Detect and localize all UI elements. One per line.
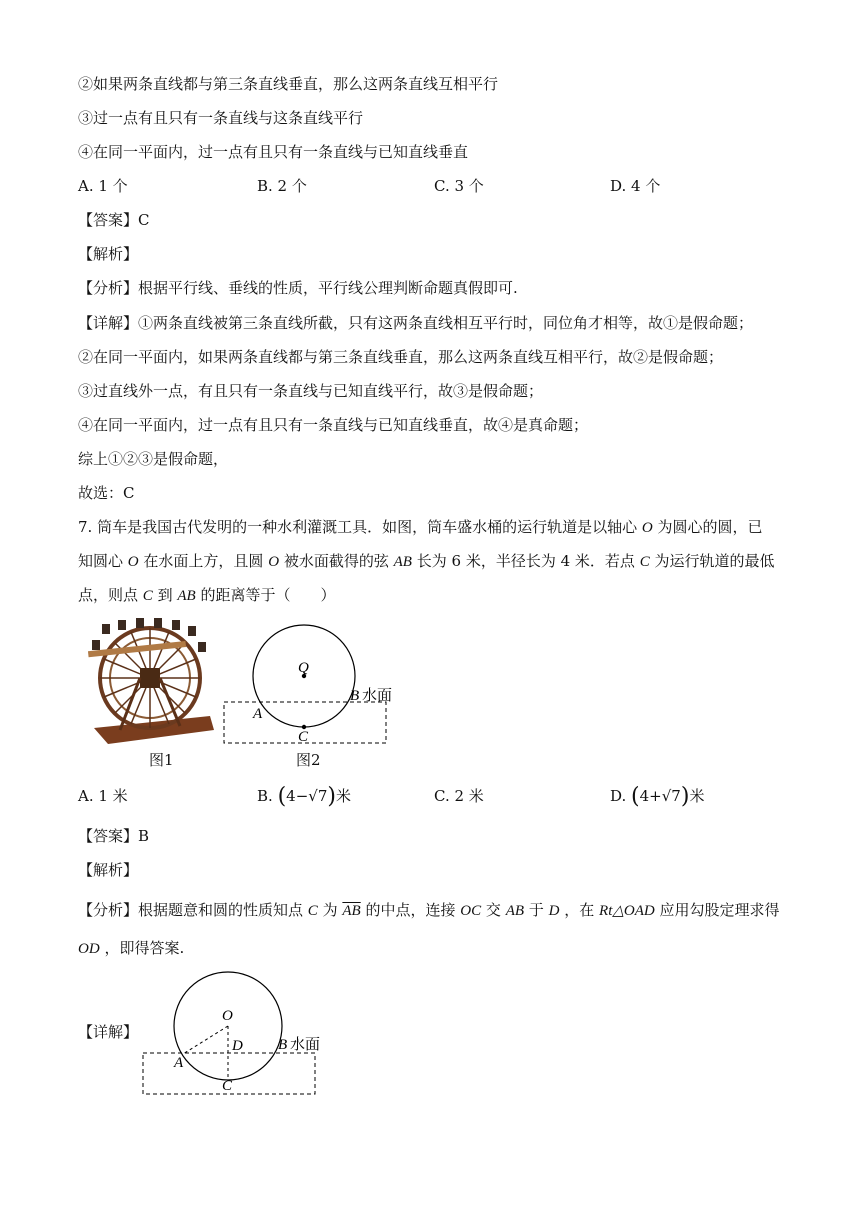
- statement-4: ④在同一平面内，过一点有且只有一条直线与已知直线垂直: [78, 143, 469, 161]
- math-ab: AB: [393, 554, 412, 570]
- q7-stem-line-3: [78, 585, 336, 606]
- circle-diagram-figure-2: [220, 620, 410, 748]
- label-d: D: [232, 1038, 243, 1054]
- label-water-surface: 水面: [362, 688, 393, 704]
- label-b: B: [350, 688, 360, 704]
- figure-1-caption: 图1: [149, 751, 174, 769]
- water-wheel-photo: [80, 618, 214, 746]
- figure-2-caption: 图2: [296, 751, 321, 769]
- q7-stem-line-1: [78, 517, 763, 538]
- solution-diagram: [138, 968, 330, 1098]
- q7-stem-line-2: [78, 551, 775, 572]
- option-b-expression: 4−√7: [286, 787, 328, 805]
- q6-analysis-heading: 【解析】: [78, 245, 139, 263]
- q7-analysis-heading: 【解析】: [78, 861, 139, 879]
- q7-stem-text: 知圆心: [78, 552, 124, 570]
- label-o: O: [222, 1008, 233, 1024]
- q7-answer: 【答案】B: [78, 827, 150, 845]
- unit: 米: [689, 787, 705, 805]
- q6-analysis: 【分析】根据平行线、垂线的性质，平行线公理判断命题真假即可.: [78, 279, 518, 297]
- analysis-text: 于: [528, 901, 544, 919]
- math-ab: AB: [505, 903, 525, 919]
- label-a: A: [253, 706, 263, 722]
- q7-stem-text: 为圆心的圆，已: [657, 518, 763, 536]
- label-c: C: [298, 729, 309, 745]
- q7-stem-text: 在水面上方，且圆: [143, 552, 264, 570]
- q7-stem-text: 为运行轨道的最低: [654, 552, 775, 570]
- analysis-text: ，即得答案.: [104, 939, 185, 957]
- q7-number: 7.: [78, 518, 93, 536]
- q6-detail-line-5: 综上①②③是假命题，: [78, 450, 229, 468]
- q7-stem-text: 被水面截得的弦: [283, 552, 389, 570]
- option-letter: B.: [257, 787, 273, 805]
- label-b: B: [278, 1037, 288, 1053]
- left-paren: (: [631, 784, 640, 809]
- analysis-text: 【分析】根据题意和圆的性质知点: [78, 901, 304, 919]
- math-c: C: [307, 903, 318, 919]
- q7-analysis-line-2: [78, 938, 184, 959]
- option-letter: D.: [610, 787, 627, 805]
- math-c: C: [142, 588, 153, 604]
- left-paren: (: [277, 784, 287, 809]
- label-c: C: [222, 1078, 233, 1094]
- analysis-text: 为: [322, 901, 338, 919]
- segment-oa: [183, 1026, 228, 1054]
- q6-option-a: A. 1 个: [78, 177, 128, 195]
- q7-option-b: [257, 786, 351, 807]
- q7-option-d: [610, 786, 704, 807]
- q7-stem-text: 筒车是我国古代发明的一种水利灌溉工具．如图，筒车盛水桶的运行轨道是以轴心: [97, 518, 638, 536]
- math-oc: OC: [460, 903, 482, 919]
- option-d-expression: 4+√7: [639, 787, 681, 805]
- math-o: O: [641, 520, 653, 536]
- q7-detail-heading: 【详解】: [78, 1023, 139, 1041]
- analysis-text: 交: [485, 901, 501, 919]
- unit: 米: [335, 787, 351, 805]
- q6-option-d: D. 4 个: [610, 177, 661, 195]
- q6-option-b: B. 2 个: [257, 177, 307, 195]
- label-q: Q: [298, 660, 309, 676]
- q6-answer: 【答案】C: [78, 211, 150, 229]
- q7-stem-text: 到: [157, 586, 173, 604]
- q7-option-c: C. 2 米: [434, 787, 484, 805]
- q7-stem-text: 的距离等于（ ）: [200, 586, 336, 604]
- analysis-text: 应用勾股定理求得: [659, 901, 780, 919]
- q7-stem-text: 点，则点: [78, 586, 139, 604]
- math-od: OD: [78, 941, 100, 957]
- q7-analysis-line-1: [78, 900, 780, 921]
- math-c: C: [639, 554, 650, 570]
- q6-detail-line-6: 故选：C: [78, 484, 135, 502]
- arc-ab: $\overline{AB}$: [342, 903, 361, 919]
- q6-detail-line-3: ③过直线外一点，有且只有一条直线与已知直线平行，故③是假命题；: [78, 382, 544, 400]
- q6-detail-line-4: ④在同一平面内，过一点有且只有一条直线与已知直线垂直，故④是真命题；: [78, 416, 589, 434]
- math-o: O: [127, 554, 139, 570]
- analysis-text: ，在: [564, 901, 595, 919]
- label-a: A: [174, 1055, 184, 1071]
- right-paren: ): [327, 784, 336, 809]
- math-rt-oad: Rt△OAD: [599, 903, 655, 919]
- q6-detail-line-2: ②在同一平面内，如果两条直线都与第三条直线垂直，那么这两条直线互相平行，故②是假命题；: [78, 348, 724, 366]
- math-d: D: [548, 903, 560, 919]
- q7-stem-text: 长为 6 米，半径长为 4 米．若点: [416, 552, 635, 570]
- math-ab: AB: [177, 588, 196, 604]
- right-paren: ): [680, 784, 690, 809]
- statement-3: ③过一点有且只有一条直线与这条直线平行: [78, 109, 364, 127]
- math-o: O: [268, 554, 280, 570]
- label-water-surface: 水面: [290, 1037, 321, 1053]
- analysis-text: 的中点，连接: [365, 901, 456, 919]
- q7-option-a: A. 1 米: [78, 787, 128, 805]
- q6-detail-line-1: 【详解】①两条直线被第三条直线所截，只有这两条直线相互平行时，同位角才相等，故①是假命题；: [78, 314, 754, 332]
- q6-option-c: C. 3 个: [434, 177, 484, 195]
- statement-2: ②如果两条直线都与第三条直线垂直，那么这两条直线互相平行: [78, 75, 499, 93]
